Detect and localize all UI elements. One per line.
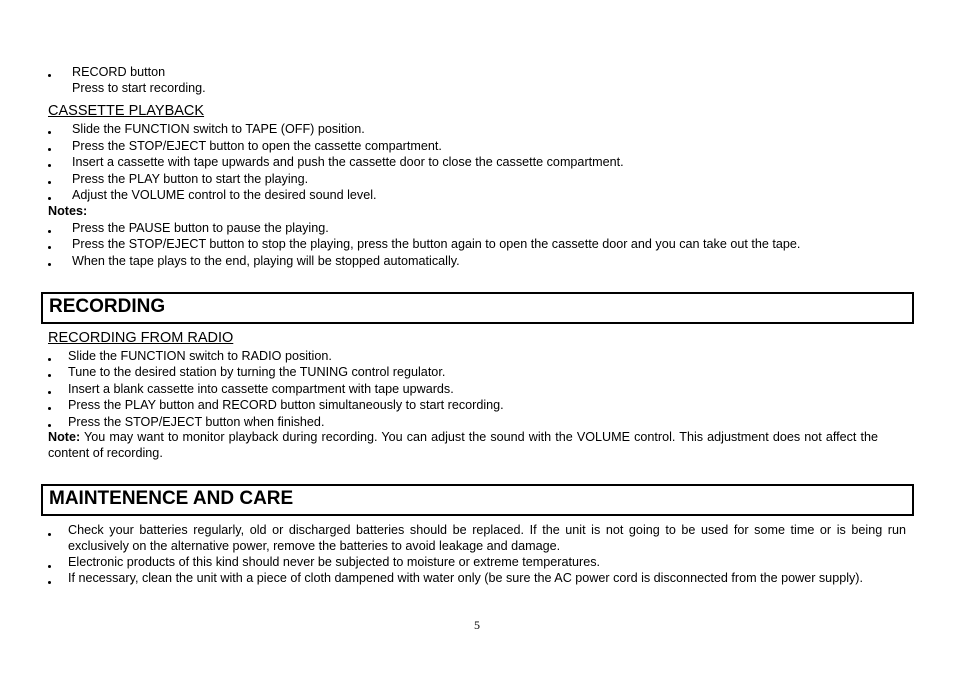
- note-label: Note:: [48, 430, 81, 444]
- list-item: [48, 121, 908, 137]
- list-item: [48, 236, 908, 252]
- recording-section-header: [41, 292, 914, 324]
- recording-title: RECORDING: [49, 296, 166, 317]
- list-item: [48, 154, 908, 170]
- list-item: [48, 220, 908, 236]
- list-item-text: Insert a cassette with tape upwards and push the cassette door to close the cassette compartment.: [72, 155, 624, 169]
- list-item-text: Press the PLAY button and RECORD button simultaneously to start recording.: [68, 398, 504, 412]
- notes-label: Notes:: [48, 204, 88, 218]
- list-item: [48, 570, 908, 604]
- bullet-icon: [48, 181, 51, 184]
- list-item: [48, 414, 908, 430]
- bullet-icon: [48, 581, 51, 584]
- maintenance-section-header: [41, 484, 914, 516]
- bullet-icon: [48, 164, 51, 167]
- note-text: You may want to monitor playback during recording. You can adjust the sound with the VOLUME control. This adjustment does not affect the content of recording.: [48, 430, 878, 460]
- list-item: [48, 381, 908, 397]
- record-button-item: [48, 64, 448, 80]
- bullet-icon: [48, 358, 51, 361]
- bullet-icon: [48, 263, 51, 266]
- list-item: [48, 522, 908, 556]
- bullet-icon: [48, 131, 51, 134]
- bullet-icon: [48, 148, 51, 151]
- list-item: [48, 253, 908, 269]
- list-item: [48, 554, 908, 570]
- list-item: [48, 171, 908, 187]
- list-item-text: Press the PAUSE button to pause the playing.: [72, 221, 329, 235]
- recording-from-radio-heading: RECORDING FROM RADIO: [48, 330, 234, 346]
- cassette-playback-heading: CASSETTE PLAYBACK: [48, 103, 205, 119]
- bullet-icon: [48, 407, 51, 410]
- list-item-text: Slide the FUNCTION switch to TAPE (OFF) position.: [72, 122, 365, 136]
- bullet-icon: [48, 424, 51, 427]
- bullet-icon: [48, 74, 51, 77]
- bullet-icon: [48, 533, 51, 536]
- list-item: [48, 138, 908, 154]
- list-item: [48, 187, 908, 203]
- list-item-text: Tune to the desired station by turning the TUNING control regulator.: [68, 365, 446, 379]
- list-item-text: Press the STOP/EJECT button when finished.: [68, 415, 325, 429]
- list-item-text: Press the PLAY button to start the playing.: [72, 172, 309, 186]
- list-item-text: Electronic products of this kind should never be subjected to moisture or extreme temperatures.: [68, 555, 600, 569]
- list-item: [48, 348, 908, 364]
- list-item-text: Check your batteries regularly, old or discharged batteries should be replaced. If the unit is not going to be used for some time or is being run exclusively on the alternative power, remove the batteries to avoid leakage and damage.: [68, 523, 906, 553]
- list-item-text: When the tape plays to the end, playing will be stopped automatically.: [72, 254, 460, 268]
- bullet-icon: [48, 197, 51, 200]
- list-item-text: Press the STOP/EJECT button to open the cassette compartment.: [72, 139, 442, 153]
- list-item-text: Adjust the VOLUME control to the desired sound level.: [72, 188, 377, 202]
- list-item-text: If necessary, clean the unit with a piece of cloth dampened with water only (be sure the AC power cord is disconnected from the power supply).: [68, 571, 863, 585]
- bullet-icon: [48, 391, 51, 394]
- maintenance-title: MAINTENENCE AND CARE: [49, 488, 294, 509]
- list-item: [48, 364, 908, 380]
- list-item-text: Press the STOP/EJECT button to stop the playing, press the button again to open the cassette door and you can take out the tape.: [72, 237, 801, 251]
- bullet-icon: [48, 374, 51, 377]
- recording-note: [48, 429, 878, 461]
- record-button-desc: Press to start recording.: [72, 81, 206, 95]
- bullet-icon: [48, 246, 51, 249]
- bullet-icon: [48, 565, 51, 568]
- list-item-text: Insert a blank cassette into cassette compartment with tape upwards.: [68, 382, 454, 396]
- record-button-title: RECORD button: [72, 65, 166, 79]
- list-item: [48, 397, 908, 413]
- list-item-text: Slide the FUNCTION switch to RADIO position.: [68, 349, 332, 363]
- page-number: 5: [474, 618, 480, 632]
- bullet-icon: [48, 230, 51, 233]
